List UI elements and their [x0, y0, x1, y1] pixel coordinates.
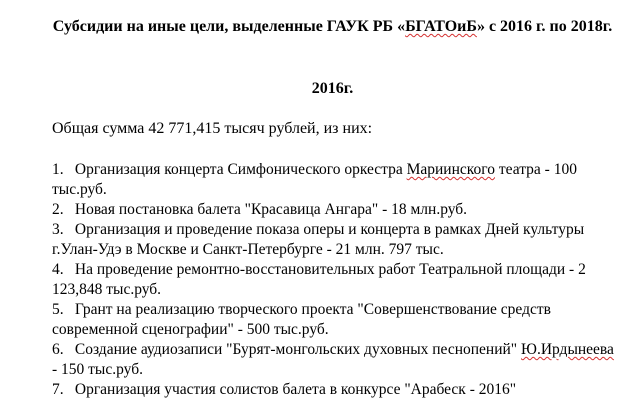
total-amount-line: Общая сумма 42 771,415 тысяч рублей, из них: — [52, 120, 373, 137]
item-number: 6. — [52, 341, 64, 358]
list-item — [52, 200, 620, 220]
item-text: На проведение ремонтно-восстановительных работ Театральной площади - 2 123,848 тыс.руб. — [52, 261, 586, 298]
item-marked-word: Ю.Ирдынеева — [521, 341, 614, 358]
item-number: 1. — [52, 161, 64, 178]
item-text: Новая постановка балета "Красавица Ангара" - 18 млн.руб. — [71, 201, 468, 218]
document-title — [50, 16, 615, 37]
item-text: Организация концерта Симфонического оркестра — [71, 161, 407, 178]
item-number: 4. — [52, 261, 64, 278]
item-number: 2. — [52, 201, 64, 218]
list-item — [52, 380, 620, 400]
subsidy-list — [52, 160, 620, 400]
list-item — [52, 340, 620, 380]
year-heading: 2016г. — [311, 80, 354, 97]
item-text: Организация участия солистов балета в конкурсе "Арабеск - 2016" — [71, 381, 517, 398]
item-text: Создание аудиозаписи "Бурят-монгольских духовных песнопений" — [71, 341, 522, 358]
item-marked-word: Мариинского — [406, 161, 495, 178]
item-number: 5. — [52, 301, 64, 318]
list-item — [52, 160, 620, 200]
item-number: 3. — [52, 221, 64, 238]
item-text-end: - 150 тыс.руб. — [52, 361, 143, 378]
title-text-start: Субсидии на иные цели, выделенные ГАУК РБ « — [52, 18, 406, 35]
item-text-end: театра - 100 тыс.руб. — [52, 161, 577, 198]
list-item — [52, 260, 620, 300]
item-text: Грант на реализацию творческого проекта "Совершенствование средств современной сценографии" - 500 тыс.руб. — [52, 301, 551, 338]
list-item — [52, 220, 620, 260]
item-number: 7. — [52, 381, 64, 398]
item-text: Организация и проведение показа оперы и концерта в рамках Дней культуры г.Улан-Удэ в Москве и Санкт-Петербурге - 21 млн. 797 тыс. — [52, 221, 585, 258]
title-org-name: БГАТОиБ — [405, 18, 477, 35]
title-text-end: » с 2016 г. по 2018г. — [476, 18, 613, 35]
list-item — [52, 300, 620, 340]
